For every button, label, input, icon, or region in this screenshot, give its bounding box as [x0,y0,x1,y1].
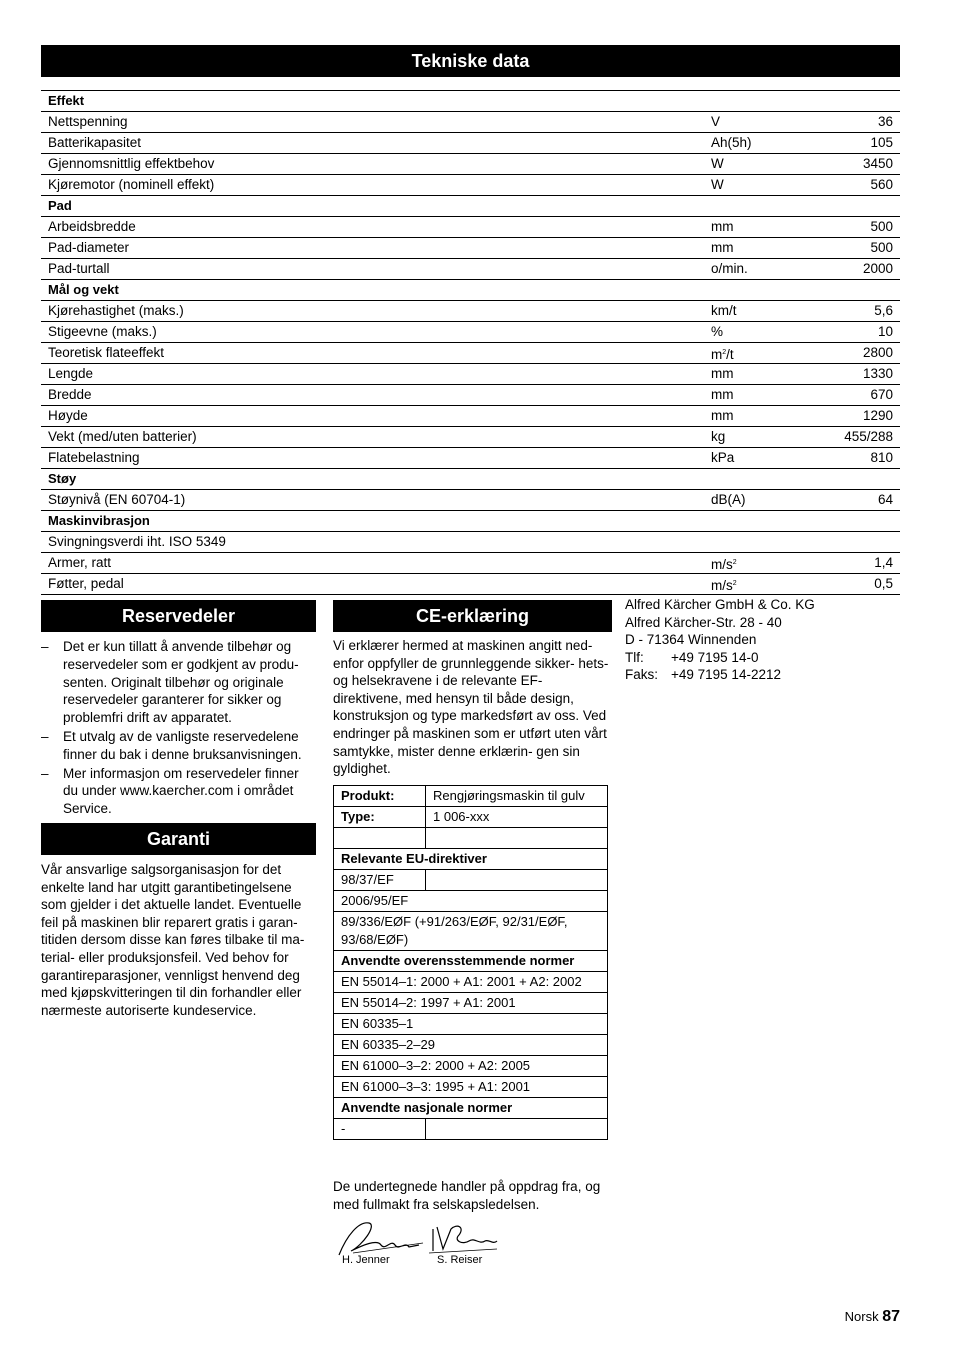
spec-row [41,448,900,469]
spec-unit-text: dB(A) [711,492,746,507]
bullet-dash: – [41,639,49,654]
spec-unit [711,406,734,426]
table-row [334,912,608,951]
spec-unit [711,301,737,321]
spec-row [41,238,900,259]
spec-section-row [41,511,900,532]
spec-unit-text: % [711,324,724,339]
spec-value: 1290 [862,408,893,423]
specs-table [41,90,900,595]
spec-label: Støynivå (EN 60704-1) [48,492,186,507]
spec-label: Lengde [48,366,94,381]
spec-label: Svingningsverdi iht. ISO 5349 [48,534,226,549]
spec-section-row [41,280,900,301]
empty-cell [426,1118,608,1139]
spec-row [41,301,900,322]
spec-label: Kjørehastighet (maks.) [48,303,184,318]
spec-label: Batterikapasitet [48,135,142,150]
spec-label: Bredde [48,387,92,402]
spec-section-row [41,91,900,112]
company-city: D - 71364 Winnenden [625,632,757,648]
list-item-text: Mer informasjon om reservedeler finner du under www.kaercher.com i området Service. [63,765,299,817]
spec-unit [711,490,746,510]
spec-label: Teoretisk flateeffekt [48,345,165,360]
spec-label: Vekt (med/uten batterier) [48,429,197,444]
spec-unit-text: mm [711,240,734,255]
norm-item: EN 55014–1: 2000 + A1: 2001 + A2: 2002 [334,971,608,992]
list-item-text: Et utvalg av de vanligste reservedelene finner du bak i denne bruksanvisningen. [63,728,302,762]
spec-value: 500 [870,240,893,255]
spec-label: Armer, ratt [48,555,112,570]
spec-section-label: Maskinvibrasjon [48,513,150,528]
spec-unit-after: /t [726,347,734,362]
spec-unit-text: W [711,177,724,192]
spec-section-row [41,196,900,217]
fax-number: +49 7195 14-2212 [671,667,781,683]
spec-label: Høyde [48,408,88,423]
spec-row [41,574,900,595]
table-row [334,1097,608,1118]
spec-unit-text: mm [711,387,734,402]
fax-label: Faks: [625,667,659,683]
produkt-value: Rengjøringsmaskin til gulv [426,786,608,807]
ce-intro: Vi erklærer hermed at maskinen angitt ned- enfor oppfyller de grunnleggende sikker- hets- og helsekravene i de relevante EF- direktivene, med hensyn til både design, konstruksjon og type markedsført av oss. Ved endringer på maskinen som er utført uten vårt samtykke, mister denne erklærin- gen sin gyldighet. [333,638,609,777]
list-item [41,728,317,764]
spec-unit-text: mm [711,408,734,423]
spec-unit-text: mm [711,366,734,381]
signer-reiser: S. Reiser [437,1254,483,1266]
type-value: 1 006-xxx [426,807,608,828]
spec-row [41,259,900,280]
ce-heading: CE-erklæring [333,600,612,632]
spec-row [41,385,900,406]
spec-label: Arbeidsbredde [48,219,136,234]
spec-row [41,154,900,175]
spec-row [41,175,900,196]
spec-unit [711,448,734,468]
empty-cell [426,870,608,891]
eu-item: 89/336/EØF (+91/263/EØF, 92/31/EØF, 93/68/EØF) [334,912,608,951]
spec-row [41,553,900,574]
spec-value: 3450 [862,156,893,171]
spec-value: 10 [877,324,893,339]
spec-unit [711,112,720,132]
spec-row [41,217,900,238]
spec-unit-text: mm [711,219,734,234]
eu-item: 2006/95/EF [334,891,608,912]
ce-table [333,785,608,1140]
nasjonale-heading: Anvendte nasjonale normer [334,1097,608,1118]
table-row [334,992,608,1013]
norm-item: EN 61000–3–3: 1995 + A1: 2001 [334,1076,608,1097]
spec-value: 0,5 [874,576,893,591]
spec-row [41,343,900,364]
list-item-text: Det er kun tillatt å anvende tilbehør og reservedeler som er godkjent av produ- senten. Originalt tilbehør og originale reservedeler garanterer for sikker og problemfri drift av apparatet. [63,639,299,726]
spec-unit-text: o/min. [711,261,748,276]
spec-unit [711,175,724,195]
spec-unit [711,154,724,174]
spec-unit [711,259,748,279]
table-row [334,891,608,912]
spec-unit-text: V [711,114,721,129]
norm-item: EN 61000–3–2: 2000 + A2: 2005 [334,1055,608,1076]
spec-section-label: Pad [48,198,72,213]
page-title: Tekniske data [41,45,900,77]
spec-unit [711,427,725,447]
spec-unit [711,133,752,153]
spec-value: 64 [877,492,893,507]
spec-unit-text: m/s [711,557,733,572]
table-row [334,870,608,891]
list-item [41,765,317,818]
spec-row [41,532,900,553]
table-row [334,849,608,870]
spec-value: 105 [870,135,893,150]
spec-row [41,364,900,385]
spec-label: Kjøremotor (nominell effekt) [48,177,215,192]
norm-item: EN 55014–2: 1997 + A1: 2001 [334,992,608,1013]
spec-label: Nettspenning [48,114,128,129]
spec-row [41,322,900,343]
nasjonale-value: - [334,1118,426,1139]
empty-cell [334,828,426,849]
spec-row [41,406,900,427]
spec-row [41,112,900,133]
spec-value: 810 [870,450,893,465]
table-row [334,1076,608,1097]
list-item [41,638,317,727]
spec-unit [711,343,734,365]
eu-heading: Relevante EU-direktiver [334,849,608,870]
spec-unit [711,364,734,384]
garanti-text: Vår ansvarlige salgsorganisasjon for det enkelte land har utgitt garantibetingelsene som gjelder i det aktuelle landet. Eventuelle feil på maskinen blir reparert gratis i garan- titiden dersom disse kan føres tilbake til ma- terial- eller produksjonsfeil. Ved behov for garantireparasjoner, vennligst henvend deg med kjøpskvitteringen til din forhandler eller nærmeste autoriserte kundeservice. [41,862,305,1018]
bullet-dash: – [41,728,49,744]
spec-value: 500 [870,219,893,234]
spec-unit [711,217,734,237]
eu-item: 98/37/EF [334,870,426,891]
spec-value: 1330 [862,366,893,381]
ce-closing: De undertegnede handler på oppdrag fra, og med fullmakt fra selskapsledelsen. [333,1179,601,1212]
spec-unit [711,238,734,258]
spec-value: 5,6 [874,303,893,318]
spec-unit-text: m/s [711,578,733,593]
company-address [625,596,815,684]
spec-unit-text: m [711,347,723,362]
spec-section-row [41,469,900,490]
spec-section-label: Effekt [48,93,85,108]
spec-row [41,490,900,511]
produkt-label: Produkt: [334,786,426,807]
fax-line [625,666,815,684]
table-row [334,950,608,971]
spec-value: 36 [877,114,893,129]
table-row [334,786,608,807]
empty-cell [426,828,608,849]
signatures [333,1215,513,1270]
table-row [334,828,608,849]
spec-unit [711,553,737,575]
spec-unit-sup: 2 [732,580,737,587]
spec-value: 2000 [862,261,893,276]
spec-unit-text: W [711,156,724,171]
spec-label: Pad-turtall [48,261,110,276]
type-label: Type: [334,807,426,828]
phone-line [625,649,815,667]
table-row [334,1055,608,1076]
reservedeler-heading: Reservedeler [41,600,316,632]
spec-row [41,133,900,154]
spec-label: Gjennomsnittlig effektbehov [48,156,215,171]
norm-item: EN 60335–1 [334,1013,608,1034]
bullet-dash: – [41,765,49,781]
garanti-heading: Garanti [41,823,316,855]
table-row [334,1118,608,1139]
spec-unit-sup: 2 [722,349,727,356]
signer-jenner: H. Jenner [342,1254,390,1266]
phone-label: Tlf: [625,649,644,665]
spec-unit-text: kPa [711,450,735,465]
spec-unit-text: kg [711,429,726,444]
normer-heading: Anvendte overensstemmende normer [334,950,608,971]
spec-unit-sup: 2 [732,559,737,566]
spec-label: Føtter, pedal [48,576,124,591]
table-row [334,1034,608,1055]
company-street: Alfred Kärcher-Str. 28 - 40 [625,614,782,630]
spec-value: 560 [870,177,893,192]
company-name: Alfred Kärcher GmbH & Co. KG [625,597,815,612]
spec-value: 670 [870,387,893,402]
page-number: 87 [882,1308,900,1325]
reservedeler-list [41,638,317,819]
spec-unit [711,574,737,596]
spec-label: Flatebelastning [48,450,140,465]
table-row [334,971,608,992]
spec-label: Pad-diameter [48,240,130,255]
spec-value: 2800 [862,345,893,360]
spec-label: Stigeevne (maks.) [48,324,157,339]
table-row [334,807,608,828]
spec-unit [711,322,723,342]
spec-value: 455/288 [844,429,893,444]
table-row [334,1013,608,1034]
footer-language: Norsk [844,1309,879,1324]
spec-section-label: Støy [48,471,77,486]
spec-value: 1,4 [874,555,893,570]
phone-number: +49 7195 14-0 [671,649,759,665]
page-footer [845,1308,900,1326]
spec-unit [711,385,734,405]
norm-item: EN 60335–2–29 [334,1034,608,1055]
spec-unit-text: km/t [711,303,737,318]
spec-unit-text: Ah(5h) [711,135,752,150]
spec-section-label: Mål og vekt [48,282,119,297]
spec-row [41,427,900,448]
